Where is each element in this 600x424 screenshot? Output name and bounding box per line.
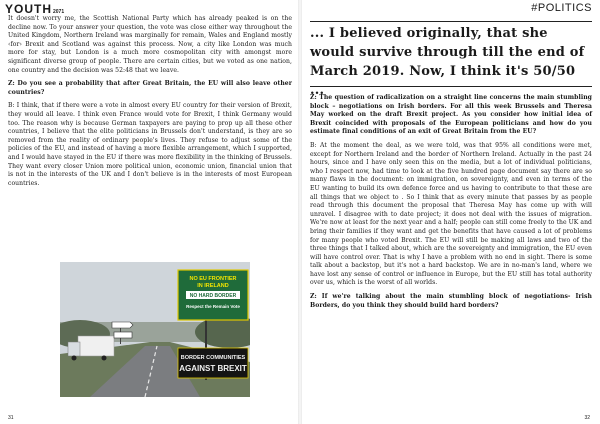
- page-number: 32: [584, 415, 590, 421]
- protest-banner: [178, 348, 248, 378]
- question-paragraph: Z: The question of radicalization on a straight line concerns the main stumbling block – negotiations on Irish borders. For all this week Brussels and Theresa May worked on the draft Brexit project. As you consider how initial idea of Brexit coincided with proposals of the European politicians and how do you estimate final conditions of an exit of Great Britain from the EU?: [310, 94, 592, 136]
- answer-paragraph: B: At the moment the deal, as we were told, was that 95% all conditions were met, except for Northern Ireland and the border of Northern Ireland. Actually in the past 24 hours, since and I have only seen this on the media, but a lot of individual politicians, who I respect now, had time to look at the five hundred page document say there are so many flaws in the document: on immigration, on sovereignty, and even in terms of the EU wanting to build its own defence force and us having to contribute to that these are all things that we object to . So I think that as every minute that passes by as people read through this document the proposal that Theresa May has come up with will unravel. I disagree with to date project; it does not deal with the issues of migration. We're now at least for the next year and a half; people can still come freely to the UK and bring their families if they want and get the benefits that have caused a lot of problems for many people who voted Brexit. The EU will still be making all laws and two of the three things that I talked about, which are the sovereignty and immigration, the EU even will have control over. That is why I have a problem with no end in sight. There is some talk about a backstop, but it's not a hard backstop. We are in no-man's land, where we have lost any sense of control or influence in Europe, but the EU still has total authority over us, which is the worst of all worlds.: [310, 141, 592, 287]
- answer-paragraph: It doesn't worry me, the Scottish National Party which has already peaked is on the decline now. To your answer your question, the vote was close either way throughout the United Kingdom, Northern Ireland was marginally for remain, Wales and England mostly ‹for› Brexit and Scotland was against this process. Now, a city like London was much more for stay, but London is a much more cosmopolitan city with amongst more significant diverse group of people. There are certain cities, but we voted as one nation, one country and the decision was 52:48 that we leave.: [8, 15, 292, 74]
- right-page: [300, 0, 600, 424]
- pull-quote: ... I believed originally, that she would survive through till the end of March 2019. Now, I think it's 50/50 ...: [310, 26, 585, 98]
- border-protest-photo: [60, 262, 250, 397]
- banner-line-2: AGAINST BREXIT: [179, 364, 247, 373]
- pull-quote-bottom-rule: [310, 86, 592, 87]
- question-paragraph: Z: If we're talking about the main stumbling block of negotiations- Irish Borders, do you think they should build hard borders?: [310, 293, 592, 309]
- sign-line-3: NO HARD BORDER: [189, 293, 237, 299]
- banner-line-1: BORDER COMMUNITIES: [180, 355, 246, 361]
- question-paragraph: Z: Do you see a probability that after Great Britain, the EU will also leave other countries?: [8, 80, 292, 96]
- answer-paragraph: B: I think, that if there were a vote in almost every EU country for their version of Brexit, they would all leave. I think even France would vote for Brexit, I think Germany would too. The reason why is because German taxpayers are paying to prop up all these other countries, I believe that the elite politicians in Brussels don't understand, is they are so removed from the reality of ordinary people's lives. They refuse to adjust some of the policies of the EU, and instead of having a more flexible arrangement, which I supported, and I would have stayed in the EU if there was more flexibility in the thinking of Brussels. They want every closer Union more political union, economic union, financial union that is not in the interests of the UK and I don't believe is in the interests of most European countries.: [8, 102, 292, 187]
- right-article-text: [310, 94, 592, 315]
- section-tag: #POLITICS: [531, 2, 592, 14]
- pull-quote-top-rule: [310, 21, 592, 22]
- sign-line-4: Respect the Remain Vote: [186, 304, 240, 309]
- sign-line-2: IN IRELAND: [197, 283, 229, 289]
- masthead-title: YOUTH: [5, 2, 52, 16]
- left-article-text: [8, 15, 292, 193]
- masthead-issue: 2071: [53, 9, 65, 15]
- magazine-masthead: [5, 2, 64, 16]
- sign-line-1: NO EU FRONTIER: [189, 276, 237, 282]
- page-number: 31: [8, 415, 14, 421]
